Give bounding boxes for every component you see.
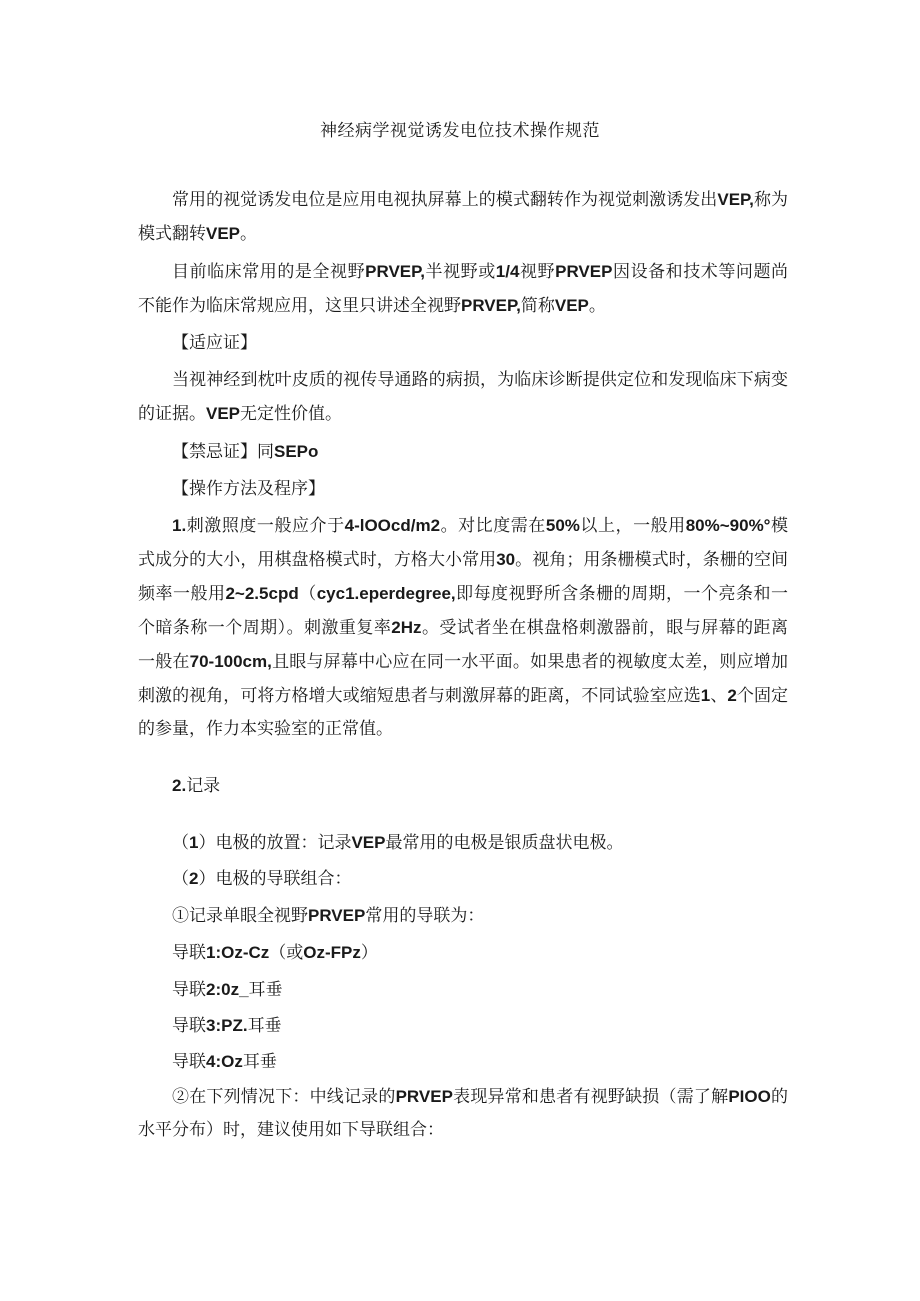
paragraph-montage-2 — [138, 1080, 788, 1147]
latin-term: 2 — [727, 686, 737, 705]
latin-term: 2 — [189, 869, 199, 888]
latin-term: 70-100cm, — [189, 652, 272, 671]
text-run: 刺激照度一般应介于 — [186, 516, 345, 536]
paragraph-step-1 — [138, 509, 788, 746]
text-run: 模式成分的大小，用棋盘格模式时，方格大小常用 — [138, 516, 789, 570]
text-run: 【适应证】 — [172, 333, 257, 353]
paragraph-electrode-placement — [138, 826, 788, 860]
text-run: 因设备和技术等问题尚不能作为临床常规应用，这里只讲述全视野 — [138, 262, 789, 316]
text-run: 视野 — [519, 262, 556, 282]
paragraph-intro — [138, 183, 788, 251]
latin-term: SEPo — [274, 442, 319, 461]
text-run: 常用的视觉诱发电位是应用电视执屏幕上的模式翻转作为视觉刺激诱发出 — [172, 190, 718, 210]
text-run: 无定性价值。 — [240, 404, 343, 424]
paragraph-current-use — [138, 255, 788, 323]
latin-term: 1 — [700, 686, 711, 705]
text-run: 个固定的参量，作力本实验室的正常值。 — [138, 686, 789, 739]
heading-step-2 — [138, 769, 788, 803]
text-run: 导联 — [172, 980, 206, 1000]
page-title: 神经病学视觉诱发电位技术操作规范 — [320, 121, 600, 141]
latin-term: Oz-FPz — [303, 943, 361, 962]
lead-2 — [138, 973, 788, 1007]
text-run: ①记录单眼全视野 — [172, 906, 308, 926]
lead-1 — [138, 936, 788, 970]
latin-term: 2:0z_ — [206, 980, 249, 999]
lead-4 — [138, 1045, 788, 1079]
text-run: 半视野或 — [425, 262, 496, 282]
latin-term: VEP — [351, 833, 386, 852]
latin-term: 30 — [496, 550, 516, 569]
text-run: 导联 — [172, 943, 206, 963]
text-run: 耳垂 — [247, 1016, 282, 1036]
heading-indication — [138, 327, 788, 360]
text-run: （或 — [269, 943, 304, 963]
text-run: ②在下列情况下：中线记录的 — [172, 1087, 396, 1107]
latin-term: VEP, — [717, 190, 754, 209]
lead-3 — [138, 1009, 788, 1043]
text-run: ）电极的放置：记录 — [198, 833, 352, 853]
latin-term: VEP — [554, 296, 589, 315]
text-run: 【操作方法及程序】 — [172, 479, 325, 499]
text-run: 称为模式翻转 — [138, 190, 789, 244]
latin-term: 1. — [172, 516, 187, 535]
text-run: 。 — [588, 296, 606, 316]
paragraph-electrode-montage — [138, 862, 788, 896]
text-run: ） — [360, 943, 378, 963]
text-run: 常用的导联为： — [365, 906, 485, 926]
latin-term: PIOO — [728, 1087, 771, 1106]
text-run: 。 — [240, 224, 258, 244]
text-run: 导联 — [172, 1052, 206, 1072]
latin-term: 2. — [172, 776, 187, 795]
heading-procedure — [138, 473, 788, 506]
text-run: 以上，一般用 — [579, 516, 686, 536]
text-run: （ — [172, 833, 189, 853]
latin-term: 3:PZ. — [206, 1016, 248, 1035]
text-run: 简称 — [520, 296, 555, 316]
latin-term: 2Hz — [391, 618, 422, 637]
latin-term: PRVEP — [308, 906, 366, 925]
latin-term: 1/4 — [495, 262, 520, 281]
latin-term: cyc1.eperdegree, — [316, 584, 456, 603]
latin-term: 2~2.5cpd — [225, 584, 299, 603]
text-run: 目前临床常用的是全视野 — [172, 262, 366, 282]
text-run: （ — [172, 869, 189, 889]
text-run: 最常用的电极是银质盘状电极。 — [385, 833, 624, 853]
latin-term: 1:Oz-Cz — [206, 943, 270, 962]
text-run: 即每度视野所含条栅的周期，一个亮条和一个暗条称一个周期）。刺激重复率 — [138, 584, 789, 638]
latin-term: VEP — [206, 224, 241, 243]
text-run: 。对比度需在 — [440, 516, 546, 536]
text-run: 的水平分布）时，建议使用如下导联组合： — [138, 1087, 789, 1140]
text-run: 当视神经到枕叶皮质的视传导通路的病损，为临床诊断提供定位和发现临床下病变的证据。 — [138, 370, 788, 424]
latin-term: 4-lOOcd/m2 — [344, 516, 441, 535]
latin-term: 50% — [545, 516, 580, 535]
latin-term: PRVEP — [555, 262, 613, 281]
latin-term: PRVEP — [395, 1087, 453, 1106]
latin-term: VEP — [206, 404, 241, 423]
text-run: 【禁忌证】同 — [172, 442, 274, 462]
text-run: 且眼与屏幕中心应在同一水平面。如果患者的视敏度太差，则应增加刺激的视角，可将方格增大或缩短患者与刺激屏幕的距离，不同试验室应选 — [138, 652, 789, 706]
paragraph-montage-1 — [138, 899, 788, 933]
paragraph-indication — [138, 364, 788, 431]
latin-term: PRVEP, — [461, 296, 521, 315]
text-run: ）电极的导联组合： — [198, 869, 352, 889]
latin-term: 80%~90%° — [685, 516, 771, 535]
latin-term: 1 — [189, 833, 199, 852]
text-run: 导联 — [172, 1016, 206, 1036]
text-run: 、 — [710, 686, 728, 706]
text-run: 耳垂 — [242, 1052, 277, 1072]
latin-term: 4:Oz — [206, 1052, 243, 1071]
text-run: 表现异常和患者有视野缺损（需了解 — [452, 1087, 729, 1107]
text-run: （ — [298, 584, 317, 604]
heading-contraindication — [138, 435, 788, 469]
text-run: 记录 — [186, 776, 221, 796]
text-run: 。视角；用条栅模式时，条栅的空间频率一般用 — [138, 550, 789, 604]
text-run: 。受试者坐在棋盘格刺激器前，眼与屏幕的距离一般在 — [138, 618, 789, 672]
text-run: 耳垂 — [248, 980, 283, 1000]
latin-term: PRVEP, — [365, 262, 425, 281]
